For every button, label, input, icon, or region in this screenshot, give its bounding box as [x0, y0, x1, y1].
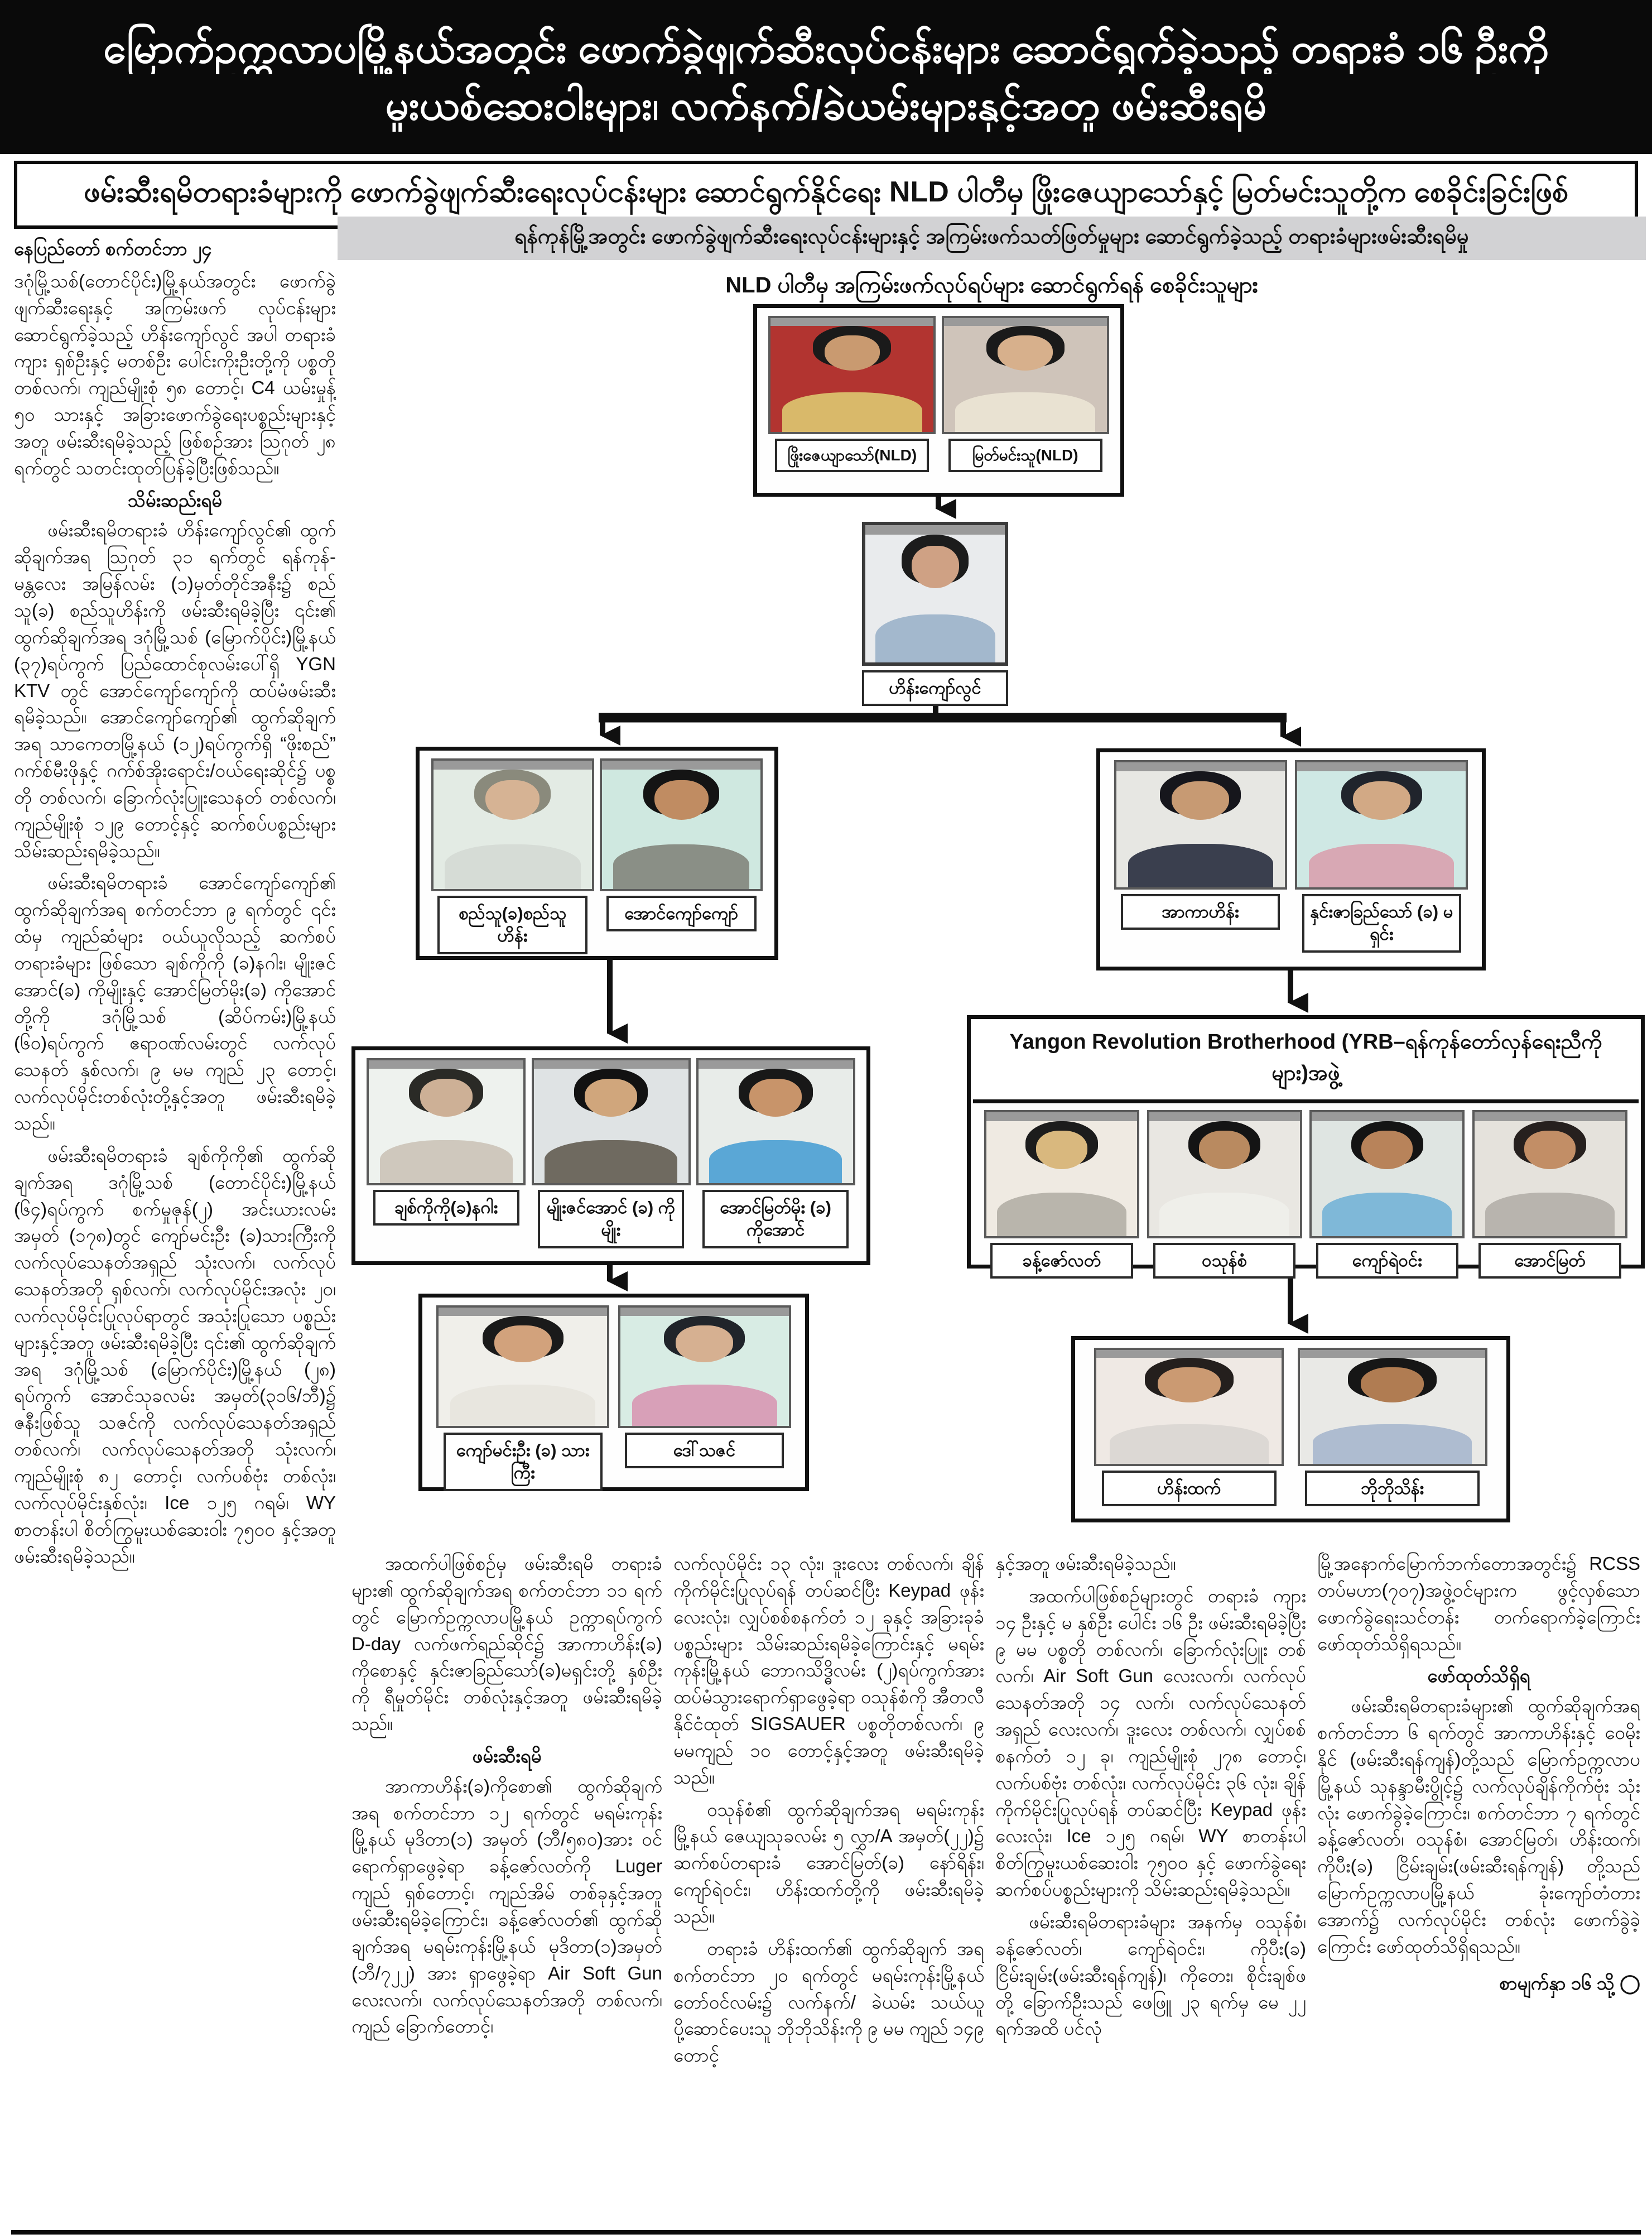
photo-strip [986, 1112, 1137, 1121]
article-column-2 [351, 1550, 662, 2227]
photo-strip [944, 318, 1107, 326]
torso-shape [1485, 1193, 1615, 1236]
mugshot-photo [532, 1058, 691, 1185]
instigators-box [753, 304, 1124, 497]
photo-strip [369, 1060, 523, 1069]
photo-strip [1096, 1350, 1282, 1358]
mugshot-card-arkar-hein [1114, 760, 1287, 930]
main-headline-banner [0, 0, 1652, 154]
face-shape [585, 1079, 637, 1117]
photo-strip [865, 525, 1005, 535]
cell-box-arkar-hein-group [1096, 748, 1486, 970]
face-shape [912, 546, 959, 588]
paragraph: နှင့်အတူ ဖမ်းဆီးရမိခဲ့သည်။ [995, 1553, 1176, 1574]
mugshot-photo [696, 1058, 855, 1185]
face-shape [654, 780, 709, 820]
paragraph: မြို့အနောက်မြောက်ဘက်တောအတွင်း၌ RCSS တပ်မဟာ(၇၀၇)အဖွဲ့ဝင်များက ဖွင့်လှစ်သော ဖောက်ခွဲရေးသင်တန်း တက်ရောက်ခဲ့ကြောင်း ဖော်ထုတ်သိရှိရသည်။ [1317, 1553, 1640, 1654]
cell-box-chit-ko-ko-group [351, 1046, 870, 1265]
torso-shape [1309, 844, 1454, 887]
face-shape [676, 1325, 733, 1362]
paragraph: အထက်ပါဖြစ်စဉ်များတွင် တရားခံ ကျား ၁၄ ဦးနှင့် မ နှစ်ဦး ပေါင်း ၁၆ ဦး ဖမ်းဆီးရမိခဲ့ပြီး ၉ မမ ပစ္စတို တစ်လက်၊ ခြောက်လုံးပြူး တစ်လက်၊ Air Soft Gun လေးလက်၊ လက်လုပ်သေနတ်အတို ၁၄ လက်၊ လက်လုပ်သေနတ်အရှည် လေးလက်၊ ဒူးလေး တစ်လက်၊ လျှပ်စစ်စနက်တံ ၁၂ ခု၊ ကျည်မျိုးစုံ ၂၇၈ တောင့်၊ လက်ပစ်ဗုံး တစ်လုံး၊ လက်လုပ်မိုင်း ၃၆ လုံး၊ ချိန်ကိုက်မိုင်းပြုလုပ်ရန် တပ်ဆင်ပြီး Keypad ဖုန်း လေးလုံး၊ Ice ၁၂၅ ဂရမ်၊ WY စာတန်းပါ စိတ်ကြွမူးယစ်ဆေးဝါး ၇၅၀၀ နှင့် ဖောက်ခွဲရေးဆက်စပ်ပစ္စည်းများကို သိမ်းဆည်းရမိခဲ့သည်။ [995, 1585, 1306, 1900]
torso-shape [450, 1385, 595, 1426]
face-shape [825, 335, 880, 371]
diagram-subtitle: NLD ပါတီမှ အကြမ်းဖက်လုပ်ရပ်များ ဆောင်ရွက်ရန် စေခိုင်းသူများ [725, 272, 1258, 297]
paragraph: အာကာဟိန်း(ခ)ကိုစော၏ ထွက်ဆိုချက်အရ စက်တင်ဘာ ၁၂ ရက်တွင် မရမ်းကုန်းမြို့နယ် မုဒိတာ(၁) အမှတ် (ဘီ/၅၈၀)အား ဝင်ရောက်ရှာဖွေခဲ့ရာ ခန့်ဇော်လတ်ကို Luger ကျည် ရှစ်တောင့်၊ ကျည်အိမ် တစ်ခုနှင့်အတူ ဖမ်းဆီးရမိခဲ့ကြောင်း၊ ခန့်ဇော်လတ်၏ ထွက်ဆိုချက်အရ မရမ်းကုန်းမြို့နယ် မုဒိတာ(၁)အမှတ် (ဘီ/၇၂၂) အား ရှာဖွေခဲ့ရာ Air Soft Gun လေးလက်၊ လက်လုပ်သေနတ်အတို တစ်လက်၊ ကျည် ခြောက်တောင့်၊ [351, 1775, 662, 2037]
mugshot-photo [768, 316, 936, 434]
mugshot-label: ဝသုန်စံ [1153, 1243, 1296, 1279]
cell-box-sithu-group [416, 747, 778, 960]
photo-strip [1116, 762, 1285, 771]
mugshot-photo [1114, 760, 1287, 890]
photo-strip [1312, 1112, 1462, 1121]
mugshot-label: ချစ်ကိုကို(ခ)နဂါး [373, 1190, 519, 1226]
photo-strip [1300, 1350, 1485, 1358]
mugshot-photo [1147, 1110, 1302, 1238]
face-shape [494, 1325, 552, 1362]
face-shape [1524, 1131, 1576, 1169]
cell-box-kyaw-min-oo-group [418, 1294, 809, 1491]
face-shape [1158, 1367, 1221, 1402]
photo-strip [1149, 1112, 1300, 1121]
photo-strip [534, 1060, 688, 1069]
torso-shape [997, 1193, 1126, 1236]
mugshot-card-bo-bo-thein [1298, 1348, 1487, 1506]
paragraph: ဖမ်းဆီးရမိတရားခံများ အနက်မှ ဝသုန်စံ၊ ခန့်ဇော်လတ်၊ ကျော်ရဲဝင်း၊ ကိုပီး(ခ) ငြိမ်းချမ်း(ဖမ်းဆီးရန်ကျန်)၊ ကိုတေး၊ စိုင်းချစ်ဖတို့ ခြောက်ဦးသည် ဖေဖြူ ၂၃ ရက်မှ မေ ၂၂ ရက်အထိ ပင်လုံ [995, 1911, 1306, 2039]
mugshot-label: ဟိန်းထက် [1102, 1471, 1277, 1506]
mugshot-card-myo-zin-aung [532, 1058, 691, 1248]
torso-shape [709, 1140, 842, 1183]
mugshot-photo [1472, 1110, 1627, 1238]
secondary-headline-text: ဖမ်းဆီးရမိတရားခံများကို ဖောက်ခွဲဖျက်ဆီးရေးလုပ်ငန်းများ ဆောင်ရွက်နိုင်ရေး NLD ပါတီမှ ဖြိုးဇေယျာသော်နှင့် မြတ်မင်းသူတို့က စေခိုင်းခြင်းဖြစ် [83, 176, 1569, 208]
mugshot-card-hnin-zar-chi-thaw [1295, 760, 1468, 953]
mugshot-photo [367, 1058, 526, 1185]
mugshot-photo [1298, 1348, 1487, 1466]
mugshot-label: မျိုးဇင်အောင် (ခ) ကိုမျိုး [538, 1190, 684, 1248]
headline-line-1: မြောက်ဥက္ကလာပမြို့နယ်အတွင်း ဖောက်ခွဲဖျက်ဆီးလုပ်ငန်းများ ဆောင်ရွက်ခဲ့သည့် တရားခံ ၁၆ ဦးကို [103, 25, 1549, 71]
mugshot-photo [431, 758, 594, 891]
mugshot-photo [600, 758, 763, 891]
mugshot-photo [1094, 1348, 1284, 1466]
mugshot-card-kyaw-ye-win [1309, 1110, 1465, 1279]
central-figure-card [862, 522, 1008, 706]
mugshot-label: စည်သူ(ခ)စည်သူဟိန်း [437, 896, 587, 954]
subhead-revealed: ဖော်ထုတ်သိရှိရ [1427, 1665, 1530, 1687]
face-shape [749, 1079, 802, 1117]
mugshot-photo [1295, 760, 1468, 890]
torso-shape [445, 844, 581, 890]
yrb-group-header: Yangon Revolution Brotherhood (YRB–ရန်ကုန်တော်လှန်ရေးညီကိုများ)အဖွဲ့ [973, 1019, 1639, 1103]
mugshot-label: ကျော်မင်းဦး (ခ) သားကြီး [444, 1433, 603, 1491]
paragraph: အထက်ပါဖြစ်စဉ်မှ ဖမ်းဆီးရမိ တရားခံများ၏ ထွက်ဆိုချက်အရ စက်တင်ဘာ ၁၁ ရက်တွင် မြောက်ဥက္ကလာပမြို့နယ် ဥက္ကာရပ်ကွက် D-day လက်ဖက်ရည်ဆိုင်၌ အာကာဟိန်း(ခ) ကိုစောနှင့် နှင်းဇာခြည်သော်(ခ)မရှင်းတို့ နှစ်ဦးကို ရီမှုတ်မိုင်း တစ်လုံးနှင့်အတူ ဖမ်းဆီးရမိခဲ့သည်။ [351, 1553, 662, 1734]
photo-strip [1475, 1112, 1625, 1121]
mugshot-label: ကျော်ရဲဝင်း [1316, 1243, 1459, 1279]
paragraph: ဖမ်းဆီးရမိတရားခံ အောင်ကျော်ကျော်၏ ထွက်ဆိုချက်အရ စက်တင်ဘာ ၉ ရက်တွင် ၎င်းထံမှ ကျည်ဆံများ ဝယ်ယူလိုသည့် ဆက်စပ်တရားခံများ ဖြစ်သော ချစ်ကိုကို (ခ)နဂါး၊ မျိုးဇင်အောင်(ခ) ကိုမျိုးနှင့် အောင်မြတ်မိုး(ခ) ကိုအောင်တို့ကို ဒဂုံမြို့သစ် (ဆိပ်ကမ်း)မြို့နယ် (၆၀)ရပ်ကွက် ဧရာဝဏ်လမ်းတွင် လက်လုပ်သေနတ် နှစ်လက်၊ ၉ မမ ကျည် ၂၃ တောင့်၊ လက်လုပ်မိုင်းတစ်လုံးတို့နှင့်အတူ ဖမ်းဆီးရမိခဲ့သည်။ [14, 872, 336, 1133]
mugshot-card-myat-min-thu [942, 316, 1109, 472]
photo-strip [620, 1308, 789, 1316]
torso-shape [1313, 1424, 1472, 1464]
face-shape [1036, 1131, 1087, 1169]
face-shape [1361, 1131, 1413, 1169]
paragraph: တရားခံ ဟိန်းထက်၏ ထွက်ဆိုချက် အရ စက်တင်ဘာ ၂၀ ရက်တွင် မရမ်းကုန်းမြို့နယ် တော်ဝင်လမ်း၌ လက်နက်/ ခဲယမ်း သယ်ယူပို့ဆောင်ပေးသူ ဘိုဘိုသိန်းကို ၉ မမ ကျည် ၁၄၉ တောင့် [673, 1938, 984, 2066]
mugshot-photo [984, 1110, 1139, 1238]
mugshot-photo [942, 316, 1109, 434]
photo-strip [439, 1308, 607, 1316]
article-column-3 [673, 1550, 984, 2227]
torso-shape [1128, 844, 1273, 887]
face-shape [420, 1079, 473, 1117]
face-shape [1199, 1131, 1250, 1169]
mugshot-label: အာကာဟိန်း [1121, 894, 1280, 930]
paragraph: ဝသုန်စံ၏ ထွက်ဆိုချက်အရ မရမ်းကုန်းမြို့နယ် ဇေယျသုခလမ်း ၅ လွှာ/A အမှတ်(၂၂)၌ ဆက်စပ်တရားခံ အောင်မြတ်(ခ) နော်ရိန်း၊ ကျော်ရဲဝင်း၊ ဟိန်းထက်တို့ကို ဖမ်းဆီးရမိခဲ့သည်။ [673, 1799, 984, 1926]
subhead-seized: သိမ်းဆည်းရမိ [127, 489, 223, 511]
mugshot-label: အောင်ကျော်ကျော် [606, 896, 757, 931]
photo-strip [434, 761, 592, 770]
paragraph: ဖမ်းဆီးရမိတရားခံ ဟိန်းကျော်လွင်၏ ထွက်ဆိုချက်အရ ဩဂုတ် ၃၁ ရက်တွင် ရန်ကုန်-မန္တလေး အမြန်လမ်း (၁)မှတ်တိုင်အနီး၌ စည်သူ(ခ) စည်သူဟိန်းကို ဖမ်းဆီးရမိခဲ့ပြီး ၎င်း၏ ထွက်ဆိုချက်အရ ဒဂုံမြို့သစ် (မြောက်ပိုင်း)မြို့နယ် (၃၇)ရပ်ကွက် ပြည်ထောင်စုလမ်းပေါ်ရှိ YGN KTV တွင် အောင်ကျော်ကျော်ကို ထပ်မံဖမ်းဆီးရမိခဲ့သည်။ အောင်ကျော်ကျော်၏ ထွက်ဆိုချက်အရ သာကေတမြို့နယ် (၁၂)ရပ်ကွက်ရှိ “ဖိုးစည်” ဂက်စ်မီးဖိုနှင့် ဂက်စ်အိုးရောင်း/ဝယ်ရေးဆိုင်၌ ပစ္စတို တစ်လက်၊ ခြောက်လုံးပြူးသေနတ် တစ်လက်၊ ကျည်မျိုးစုံ ၁၂၉ တောင့်နှင့် ဆက်စပ်ပစ္စည်းများ သိမ်းဆည်းရမိခဲ့သည်။ [14, 520, 336, 861]
article-column-4 [995, 1550, 1306, 2227]
mugshot-photo [436, 1305, 609, 1428]
torso-shape [782, 392, 922, 432]
mugshot-card-khant-zaw-latt [984, 1110, 1139, 1279]
mugshot-card-wathon-san [1147, 1110, 1302, 1279]
headline-line-2: မူးယစ်ဆေးဝါးများ၊ လက်နက်/ခဲယမ်းများနှင့်အတူ ဖမ်းဆီးရမိ [385, 82, 1267, 128]
yrb-group-box [967, 1015, 1645, 1269]
article-column-5 [1317, 1550, 1640, 2227]
mugshot-label: ခန့်ဇော်လတ် [990, 1243, 1133, 1279]
cell-box-hein-htet-group [1071, 1336, 1510, 1522]
torso-shape [1110, 1424, 1269, 1464]
torso-shape [875, 614, 995, 662]
paragraph: ဒဂုံမြို့သစ်(တောင်ပိုင်း)မြို့နယ်အတွင်း ဖောက်ခွဲဖျက်ဆီးရေးနှင့် အကြမ်းဖက် လုပ်ငန်းများ ဆောင်ရွက်ခဲ့သည့် ဟိန်းကျော်လွင် အပါ တရားခံကျား ရှစ်ဦးနှင့် မတစ်ဦး ပေါင်းကိုးဦးတို့ကို ပစ္စတိုတစ်လက်၊ ကျည်မျိုးစုံ ၅၈ တောင့်၊ C4 ယမ်းမှုန့် ၅၀ သားနှင့် အခြားဖောက်ခွဲရေးပစ္စည်းများနှင့်အတူ ဖမ်းဆီးရမိခဲ့သည့် ဖြစ်စဉ်အား ဩဂုတ် ၂၈ ရက်တွင် သတင်းထုတ်ပြန်ခဲ့ပြီးဖြစ်သည်။ [14, 270, 336, 478]
torso-shape [632, 1385, 777, 1426]
photo-strip [1297, 762, 1466, 771]
diagram-title-banner: ရန်ကုန်မြို့အတွင်း ဖောက်ခွဲဖျက်ဆီးရေးလုပ်ငန်းများနှင့် အကြမ်းဖက်သတ်ဖြတ်မှုများ ဆောင်ရွက်ခဲ့သည့် တရားခံများဖမ်းဆီးရမိမှု [338, 217, 1646, 260]
mugshot-label: ဟိန်းကျော်လွင် [862, 670, 1008, 706]
mugshot-card-aung-myat [1472, 1110, 1627, 1279]
torso-shape [955, 392, 1095, 432]
mugshot-card-sithu [431, 758, 594, 954]
face-shape [1353, 781, 1410, 820]
face-shape [1361, 1367, 1424, 1402]
mugshot-label: အောင်မြတ်မိုး (ခ) ကိုအောင် [702, 1190, 849, 1248]
article-column-1 [14, 236, 336, 2222]
mugshot-label: ဒေါ်သဇင် [625, 1433, 784, 1468]
mugshot-label: ဖြိုးဇေယျာသော်(NLD) [775, 439, 929, 472]
mugshot-card-phyo-zeya-thaw [768, 316, 936, 472]
mugshot-photo [618, 1305, 791, 1428]
torso-shape [613, 844, 749, 890]
mugshot-label: အောင်မြတ် [1478, 1243, 1621, 1279]
mugshot-card-chit-ko-ko [367, 1058, 526, 1226]
continued-on-page-note: စာမျက်နှာ ၁၆ သို့ ◯ [1499, 1972, 1640, 1993]
face-shape [998, 335, 1053, 371]
dateline: နေပြည်တော် စက်တင်ဘာ ၂၄ [14, 238, 212, 259]
page-bottom-rule [11, 2230, 1641, 2235]
mugshot-label: မြတ်မင်းသူ(NLD) [948, 439, 1102, 472]
face-shape [485, 780, 540, 820]
mugshot-label: နှင်းဇာခြည်သော် (ခ) မရှင်း [1302, 894, 1461, 953]
mugshot-card-kyaw-min-oo [436, 1305, 609, 1491]
mugshot-card-hein-htet [1094, 1348, 1284, 1506]
mugshot-card-aung-kyaw-kyaw [600, 758, 763, 931]
face-shape [1172, 781, 1229, 820]
paragraph: ဖမ်းဆီးရမိတရားခံများ၏ ထွက်ဆိုချက်အရ စက်တင်ဘာ ၆ ရက်တွင် အာကာဟိန်းနှင့် ဝေမိုးနိုင် (ဖမ်းဆီးရန်ကျန်)တို့သည် မြောက်ဥက္ကလာပမြို့နယ် သုနန္ဒာမီးပွိုင့်၌ လက်လုပ်ချိန်ကိုက်ဗုံး သုံးလုံး ဖောက်ခွဲခဲ့ကြောင်း၊ စက်တင်ဘာ ၇ ရက်တွင် ခန့်ဇော်လတ်၊ ဝသုန်စံ၊ အောင်မြတ်၊ ဟိန်းထက်၊ ကိုပီး(ခ) ငြိမ်းချမ်း(ဖမ်းဆီးရန်ကျန်) တို့သည် မြောက်ဥက္ကလာပမြို့နယ် ခုံးကျော်တံတားအောက်၌ လက်လုပ်မိုင်း တစ်လုံး ဖောက်ခွဲခဲ့ကြောင်း ဖော်ထုတ်သိရှိရသည်။ [1317, 1695, 1640, 1957]
photo-strip [699, 1060, 853, 1069]
photo-strip [602, 761, 760, 770]
mugshot-card-daw-thazin [618, 1305, 791, 1468]
torso-shape [1159, 1193, 1289, 1236]
mugshot-label: ဘိုဘိုသိန်း [1305, 1471, 1480, 1506]
torso-shape [1322, 1193, 1452, 1236]
mugshot-photo [1309, 1110, 1465, 1238]
mugshot-card-aung-myat-moe [696, 1058, 855, 1248]
photo-strip [770, 318, 933, 326]
torso-shape [380, 1140, 513, 1183]
paragraph: လက်လုပ်မိုင်း ၁၃ လုံး၊ ဒူးလေး တစ်လက်၊ ချိန်ကိုက်မိုင်းပြုလုပ်ရန် တပ်ဆင်ပြီး Keypad ဖုန်း လေးလုံး၊ လျှပ်စစ်စနက်တံ ၁၂ ခုနှင့် အခြားခုခံပစ္စည်းများ သိမ်းဆည်းရမိခဲ့ကြောင်းနှင့် မရမ်းကုန်းမြို့နယ် ဘောဂသိဒ္ဓိလမ်း (၂)ရပ်ကွက်အား ထပ်မံသွားရောက်ရှာဖွေခဲ့ရာ ဝသုန်စံကို အီတလီနိုင်ငံထုတ် SIGSAUER ပစ္စတိုတစ်လက်၊ ၉ မမကျည် ၁၀ တောင့်နှင့်အတူ ဖမ်းဆီးရမိခဲ့သည်။ [673, 1553, 984, 1788]
torso-shape [545, 1140, 677, 1183]
paragraph: ဖမ်းဆီးရမိတရားခံ ချစ်ကိုကို၏ ထွက်ဆိုချက်အရ ဒဂုံမြို့သစ် (တောင်ပိုင်း)မြို့နယ် (၆၄)ရပ်ကွက် စက်မှုဇုန်(၂) အင်းယားလမ်း အမှတ် (၁၇၈)တွင် ကျော်မင်းဦး (ခ)သားကြီးကို လက်လုပ်သေနတ်အရှည် သုံးလက်၊ လက်လုပ်သေနတ်အတို ရှစ်လက်၊ လက်လုပ်မိုင်းအလုံး ၂၀၊ လက်လုပ်မိုင်းပြုလုပ်ရာတွင် အသုံးပြုသော ပစ္စည်းများနှင့်အတူ ဖမ်းဆီးရမိခဲ့ပြီး ၎င်း၏ ထွက်ဆိုချက်အရ ဒဂုံမြို့သစ် (မြောက်ပိုင်း)မြို့နယ် (၂၈) ရပ်ကွက် အောင်သုခလမ်း အမှတ်(၃၁၆/ဘီ)၌ ဇနီးဖြစ်သူ သဇင်ကို လက်လုပ်သေနတ်အရှည် တစ်လက်၊ လက်လုပ်သေနတ်အတို သုံးလက်၊ ကျည်မျိုးစုံ ၈၂ တောင့်၊ လက်ပစ်ဗုံး တစ်လုံး၊ လက်လုပ်မိုင်းနှစ်လုံး၊ Ice ၁၂၅ ဂရမ်၊ WY စာတန်းပါ စိတ်ကြွမူးယစ်ဆေးဝါး ၇၅၀၀ နှင့်အတူ ဖမ်းဆီးရမိခဲ့သည်။ [14, 1145, 336, 1567]
subhead-arrested: ဖမ်းဆီးရမိ [472, 1745, 542, 1766]
mugshot-photo [862, 522, 1008, 666]
